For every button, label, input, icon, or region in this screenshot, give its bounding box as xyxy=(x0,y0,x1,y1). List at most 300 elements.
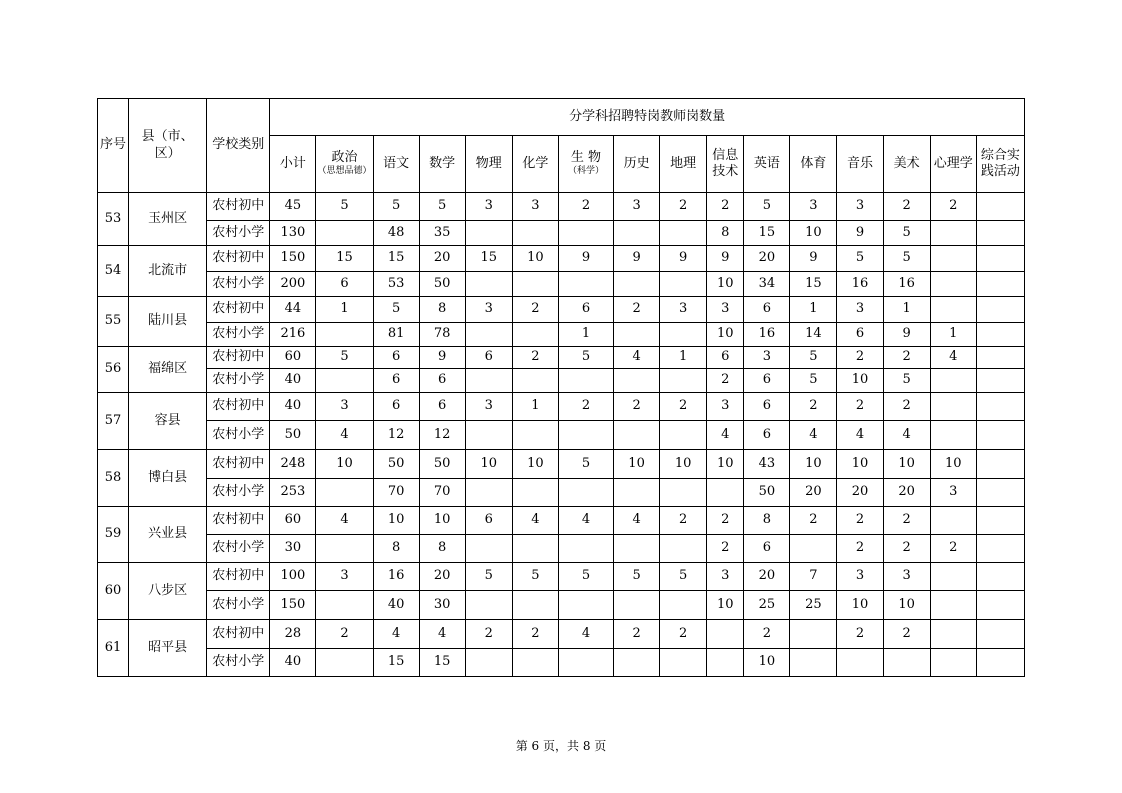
county-cell: 陆川县 xyxy=(129,297,207,347)
value-cell: 6 xyxy=(373,347,419,369)
school-type-cell: 农村初中 xyxy=(207,393,270,421)
subject-label: 美术 xyxy=(893,155,920,171)
value-cell xyxy=(512,221,558,246)
subject-header xyxy=(270,136,316,193)
value-cell: 10 xyxy=(512,246,558,272)
value-cell xyxy=(707,620,744,649)
value-cell: 1 xyxy=(316,297,373,323)
subject-header xyxy=(558,136,613,193)
value-cell: 40 xyxy=(270,649,316,677)
value-cell xyxy=(614,649,660,677)
subject-header xyxy=(614,136,660,193)
value-cell: 3 xyxy=(790,193,837,221)
value-cell: 253 xyxy=(270,479,316,507)
value-cell xyxy=(465,323,512,347)
school-type-cell: 农村初中 xyxy=(207,507,270,535)
value-cell: 10 xyxy=(707,272,744,297)
value-cell: 10 xyxy=(790,221,837,246)
subject-header xyxy=(976,136,1024,193)
value-cell xyxy=(930,221,976,246)
value-cell: 2 xyxy=(512,347,558,369)
value-cell: 5 xyxy=(558,347,613,369)
value-cell: 10 xyxy=(744,649,790,677)
value-cell: 20 xyxy=(419,563,465,591)
subject-header xyxy=(837,136,883,193)
value-cell: 2 xyxy=(837,347,883,369)
value-cell xyxy=(512,479,558,507)
value-cell xyxy=(976,591,1024,620)
value-cell: 6 xyxy=(837,323,883,347)
county-cell: 北流市 xyxy=(129,246,207,297)
value-cell: 10 xyxy=(930,450,976,479)
value-cell: 2 xyxy=(465,620,512,649)
table-row xyxy=(98,246,1025,272)
value-cell: 12 xyxy=(419,421,465,450)
subject-label: 历史 xyxy=(623,155,650,171)
value-cell: 2 xyxy=(660,620,707,649)
value-cell xyxy=(930,246,976,272)
value-cell: 5 xyxy=(316,193,373,221)
table-row xyxy=(98,620,1025,649)
value-cell xyxy=(316,323,373,347)
value-cell: 1 xyxy=(558,323,613,347)
value-cell: 1 xyxy=(512,393,558,421)
value-cell xyxy=(558,369,613,393)
subject-header xyxy=(419,136,465,193)
value-cell xyxy=(976,450,1024,479)
subject-note: （科学） xyxy=(567,166,604,177)
value-cell: 10 xyxy=(883,450,930,479)
value-cell xyxy=(465,221,512,246)
subject-header xyxy=(465,136,512,193)
value-cell: 35 xyxy=(419,221,465,246)
value-cell: 70 xyxy=(419,479,465,507)
value-cell xyxy=(558,272,613,297)
value-cell xyxy=(976,479,1024,507)
value-cell: 5 xyxy=(790,347,837,369)
table-row xyxy=(98,297,1025,323)
table-row xyxy=(98,479,1025,507)
value-cell: 2 xyxy=(512,620,558,649)
value-cell: 3 xyxy=(930,479,976,507)
table-row xyxy=(98,323,1025,347)
value-cell: 2 xyxy=(883,393,930,421)
subject-header xyxy=(744,136,790,193)
value-cell: 3 xyxy=(465,297,512,323)
value-cell xyxy=(976,221,1024,246)
value-cell: 3 xyxy=(316,393,373,421)
subject-header xyxy=(660,136,707,193)
value-cell xyxy=(790,620,837,649)
value-cell: 8 xyxy=(373,535,419,563)
subject-label: 综合实践活动 xyxy=(980,147,1020,179)
table-row xyxy=(98,591,1025,620)
table-row xyxy=(98,421,1025,450)
county-cell: 容县 xyxy=(129,393,207,450)
school-type-cell: 农村小学 xyxy=(207,479,270,507)
value-cell: 16 xyxy=(373,563,419,591)
value-cell: 2 xyxy=(558,193,613,221)
value-cell xyxy=(930,563,976,591)
value-cell: 8 xyxy=(419,297,465,323)
value-cell xyxy=(512,272,558,297)
value-cell: 10 xyxy=(790,450,837,479)
value-cell: 150 xyxy=(270,246,316,272)
value-cell: 4 xyxy=(316,507,373,535)
value-cell: 53 xyxy=(373,272,419,297)
value-cell: 5 xyxy=(883,246,930,272)
seq-cell: 56 xyxy=(98,347,129,393)
value-cell: 15 xyxy=(744,221,790,246)
value-cell: 2 xyxy=(558,393,613,421)
value-cell: 5 xyxy=(790,369,837,393)
value-cell xyxy=(660,535,707,563)
value-cell: 43 xyxy=(744,450,790,479)
county-cell: 昭平县 xyxy=(129,620,207,677)
value-cell xyxy=(512,421,558,450)
value-cell: 8 xyxy=(707,221,744,246)
school-type-cell: 农村小学 xyxy=(207,649,270,677)
school-type-cell: 农村小学 xyxy=(207,369,270,393)
value-cell: 4 xyxy=(790,421,837,450)
value-cell xyxy=(614,421,660,450)
value-cell xyxy=(614,221,660,246)
value-cell xyxy=(976,297,1024,323)
value-cell: 2 xyxy=(883,535,930,563)
value-cell: 60 xyxy=(270,347,316,369)
school-type-cell: 农村初中 xyxy=(207,347,270,369)
value-cell: 14 xyxy=(790,323,837,347)
county-cell: 福绵区 xyxy=(129,347,207,393)
value-cell: 5 xyxy=(373,193,419,221)
table-row xyxy=(98,450,1025,479)
value-cell: 2 xyxy=(707,507,744,535)
value-cell: 2 xyxy=(660,393,707,421)
county-cell: 兴业县 xyxy=(129,507,207,563)
value-cell xyxy=(614,479,660,507)
subject-label: 地理 xyxy=(670,155,697,171)
school-type-header: 学校类别 xyxy=(207,99,270,193)
school-type-cell: 农村小学 xyxy=(207,221,270,246)
value-cell: 16 xyxy=(883,272,930,297)
value-cell xyxy=(790,535,837,563)
value-cell xyxy=(976,507,1024,535)
value-cell xyxy=(930,620,976,649)
value-cell: 34 xyxy=(744,272,790,297)
value-cell: 5 xyxy=(558,450,613,479)
value-cell xyxy=(614,272,660,297)
value-cell: 5 xyxy=(660,563,707,591)
value-cell: 16 xyxy=(744,323,790,347)
subject-header xyxy=(930,136,976,193)
value-cell xyxy=(660,479,707,507)
value-cell xyxy=(614,535,660,563)
value-cell: 15 xyxy=(373,649,419,677)
value-cell xyxy=(976,323,1024,347)
value-cell: 15 xyxy=(316,246,373,272)
value-cell: 2 xyxy=(930,193,976,221)
value-cell xyxy=(707,479,744,507)
value-cell: 2 xyxy=(837,393,883,421)
value-cell: 3 xyxy=(744,347,790,369)
value-cell xyxy=(614,591,660,620)
value-cell: 5 xyxy=(883,369,930,393)
value-cell xyxy=(512,535,558,563)
value-cell: 2 xyxy=(790,393,837,421)
value-cell xyxy=(465,421,512,450)
value-cell: 9 xyxy=(558,246,613,272)
value-cell xyxy=(558,649,613,677)
value-cell: 1 xyxy=(660,347,707,369)
value-cell: 8 xyxy=(419,535,465,563)
value-cell xyxy=(976,246,1024,272)
value-cell: 3 xyxy=(707,297,744,323)
value-cell: 50 xyxy=(373,450,419,479)
value-cell xyxy=(316,221,373,246)
value-cell xyxy=(660,323,707,347)
value-cell: 4 xyxy=(837,421,883,450)
seq-cell: 58 xyxy=(98,450,129,507)
value-cell xyxy=(976,393,1024,421)
value-cell xyxy=(558,535,613,563)
value-cell: 8 xyxy=(744,507,790,535)
value-cell xyxy=(930,649,976,677)
school-type-cell: 农村小学 xyxy=(207,323,270,347)
value-cell: 20 xyxy=(790,479,837,507)
value-cell xyxy=(558,421,613,450)
value-cell: 6 xyxy=(707,347,744,369)
seq-header: 序号 xyxy=(98,99,129,193)
value-cell: 2 xyxy=(837,507,883,535)
value-cell: 5 xyxy=(558,563,613,591)
value-cell xyxy=(465,479,512,507)
value-cell: 10 xyxy=(512,450,558,479)
value-cell: 5 xyxy=(373,297,419,323)
value-cell: 4 xyxy=(614,347,660,369)
value-cell: 9 xyxy=(883,323,930,347)
value-cell: 2 xyxy=(883,193,930,221)
value-cell: 15 xyxy=(373,246,419,272)
value-cell: 3 xyxy=(837,297,883,323)
value-cell: 200 xyxy=(270,272,316,297)
value-cell xyxy=(316,649,373,677)
value-cell: 28 xyxy=(270,620,316,649)
value-cell: 20 xyxy=(419,246,465,272)
value-cell xyxy=(930,507,976,535)
table-row xyxy=(98,193,1025,221)
value-cell xyxy=(558,591,613,620)
value-cell: 4 xyxy=(558,620,613,649)
value-cell: 6 xyxy=(316,272,373,297)
value-cell xyxy=(707,649,744,677)
value-cell: 6 xyxy=(744,535,790,563)
subject-label: 信息技术 xyxy=(712,147,739,179)
value-cell xyxy=(976,620,1024,649)
value-cell: 2 xyxy=(883,507,930,535)
value-cell: 60 xyxy=(270,507,316,535)
value-cell: 15 xyxy=(419,649,465,677)
value-cell: 3 xyxy=(512,193,558,221)
value-cell: 44 xyxy=(270,297,316,323)
value-cell xyxy=(660,421,707,450)
value-cell: 4 xyxy=(419,620,465,649)
table-row xyxy=(98,347,1025,369)
subject-label: 政治 xyxy=(331,150,358,166)
value-cell: 2 xyxy=(660,193,707,221)
value-cell xyxy=(976,649,1024,677)
value-cell: 70 xyxy=(373,479,419,507)
value-cell: 25 xyxy=(744,591,790,620)
value-cell xyxy=(316,535,373,563)
value-cell xyxy=(660,649,707,677)
subject-label: 音乐 xyxy=(847,155,874,171)
subject-label: 物理 xyxy=(475,155,502,171)
seq-cell: 57 xyxy=(98,393,129,450)
value-cell: 2 xyxy=(837,535,883,563)
page-footer: 第 6 页，共 8 页 xyxy=(515,739,607,753)
value-cell xyxy=(883,649,930,677)
value-cell: 6 xyxy=(744,297,790,323)
value-cell: 50 xyxy=(270,421,316,450)
value-cell: 2 xyxy=(660,507,707,535)
value-cell: 9 xyxy=(707,246,744,272)
subject-header xyxy=(512,136,558,193)
value-cell: 9 xyxy=(614,246,660,272)
value-cell: 78 xyxy=(419,323,465,347)
school-type-cell: 农村初中 xyxy=(207,297,270,323)
value-cell: 2 xyxy=(744,620,790,649)
value-cell: 2 xyxy=(837,620,883,649)
value-cell: 40 xyxy=(270,369,316,393)
value-cell: 10 xyxy=(837,591,883,620)
value-cell: 10 xyxy=(614,450,660,479)
county-cell: 博白县 xyxy=(129,450,207,507)
value-cell: 15 xyxy=(465,246,512,272)
value-cell: 2 xyxy=(883,620,930,649)
seq-cell: 59 xyxy=(98,507,129,563)
value-cell xyxy=(930,421,976,450)
value-cell xyxy=(558,479,613,507)
value-cell: 2 xyxy=(614,393,660,421)
value-cell: 6 xyxy=(465,507,512,535)
value-cell: 16 xyxy=(837,272,883,297)
value-cell xyxy=(930,297,976,323)
value-cell: 1 xyxy=(930,323,976,347)
value-cell: 3 xyxy=(316,563,373,591)
value-cell: 5 xyxy=(512,563,558,591)
value-cell: 10 xyxy=(837,450,883,479)
value-cell: 50 xyxy=(419,450,465,479)
value-cell xyxy=(465,649,512,677)
value-cell: 6 xyxy=(558,297,613,323)
value-cell: 5 xyxy=(316,347,373,369)
value-cell xyxy=(512,369,558,393)
value-cell: 9 xyxy=(790,246,837,272)
subject-note: （思想品德） xyxy=(317,166,372,177)
value-cell: 9 xyxy=(660,246,707,272)
seq-cell: 55 xyxy=(98,297,129,347)
value-cell xyxy=(976,272,1024,297)
value-cell: 3 xyxy=(465,193,512,221)
value-cell: 4 xyxy=(558,507,613,535)
value-cell: 2 xyxy=(930,535,976,563)
value-cell xyxy=(512,591,558,620)
seq-cell: 54 xyxy=(98,246,129,297)
value-cell: 81 xyxy=(373,323,419,347)
table-row xyxy=(98,507,1025,535)
value-cell: 10 xyxy=(707,591,744,620)
value-cell: 100 xyxy=(270,563,316,591)
value-cell: 10 xyxy=(707,323,744,347)
value-cell: 4 xyxy=(707,421,744,450)
table-row xyxy=(98,272,1025,297)
value-cell: 3 xyxy=(707,393,744,421)
value-cell: 10 xyxy=(883,591,930,620)
value-cell: 5 xyxy=(744,193,790,221)
value-cell: 15 xyxy=(790,272,837,297)
value-cell: 20 xyxy=(744,246,790,272)
value-cell: 4 xyxy=(316,421,373,450)
value-cell: 3 xyxy=(883,563,930,591)
value-cell: 1 xyxy=(883,297,930,323)
value-cell xyxy=(660,221,707,246)
value-cell: 4 xyxy=(930,347,976,369)
school-type-cell: 农村初中 xyxy=(207,246,270,272)
value-cell: 3 xyxy=(837,193,883,221)
value-cell: 10 xyxy=(660,450,707,479)
value-cell: 5 xyxy=(465,563,512,591)
value-cell xyxy=(976,421,1024,450)
value-cell: 2 xyxy=(707,535,744,563)
value-cell: 10 xyxy=(316,450,373,479)
value-cell xyxy=(512,323,558,347)
value-cell xyxy=(790,649,837,677)
value-cell: 9 xyxy=(419,347,465,369)
subject-label: 小计 xyxy=(279,155,306,171)
value-cell: 50 xyxy=(419,272,465,297)
value-cell xyxy=(976,563,1024,591)
value-cell: 4 xyxy=(373,620,419,649)
value-cell: 10 xyxy=(837,369,883,393)
value-cell xyxy=(976,369,1024,393)
subject-label: 体育 xyxy=(800,155,827,171)
value-cell xyxy=(614,323,660,347)
value-cell: 2 xyxy=(614,620,660,649)
subject-label: 生 物 xyxy=(570,150,602,166)
subject-label: 化学 xyxy=(522,155,549,171)
subject-header xyxy=(316,136,373,193)
value-cell: 20 xyxy=(837,479,883,507)
table-row xyxy=(98,369,1025,393)
value-cell: 5 xyxy=(419,193,465,221)
value-cell: 10 xyxy=(465,450,512,479)
table-row xyxy=(98,649,1025,677)
value-cell: 2 xyxy=(707,369,744,393)
subject-header xyxy=(790,136,837,193)
value-cell: 10 xyxy=(419,507,465,535)
value-cell: 40 xyxy=(270,393,316,421)
value-cell: 20 xyxy=(744,563,790,591)
value-cell xyxy=(316,369,373,393)
value-cell xyxy=(465,591,512,620)
value-cell xyxy=(465,272,512,297)
value-cell: 25 xyxy=(790,591,837,620)
subject-header xyxy=(883,136,930,193)
value-cell: 216 xyxy=(270,323,316,347)
value-cell xyxy=(465,535,512,563)
school-type-cell: 农村初中 xyxy=(207,620,270,649)
value-cell xyxy=(976,193,1024,221)
